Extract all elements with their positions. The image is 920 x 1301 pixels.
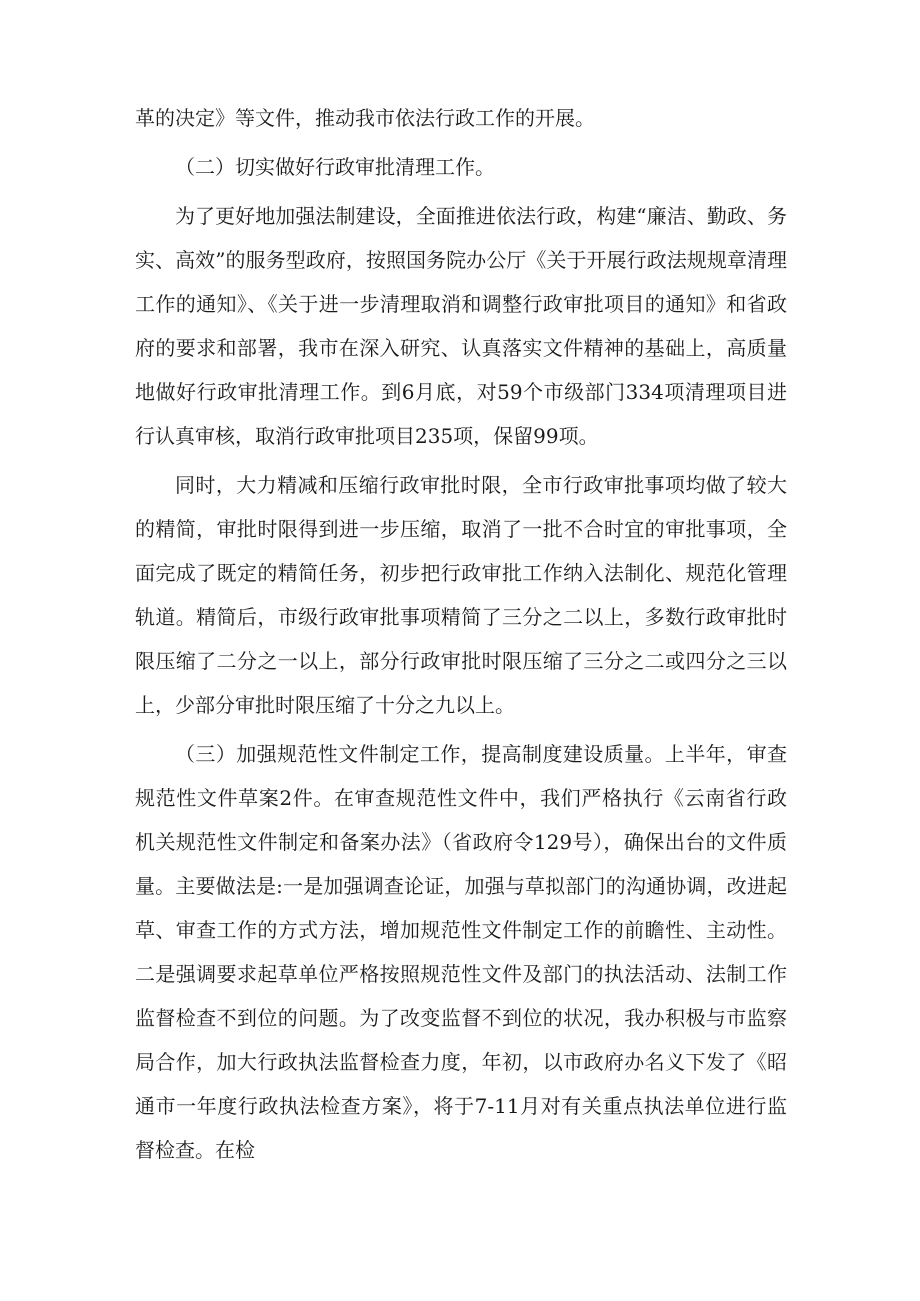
section-heading-2: （二）切实做好行政审批清理工作。: [175, 155, 495, 179]
paragraph-approval-time-limits: 同时，大力精减和压缩行政审批时限，全市行政审批事项均做了较大的精简，审批时限得到进一步压缩，取消了一批不合时宜的审批事项，全面完成了既定的精简任务，初步把行政审批工作纳入法制化、规范化管理轨道。精简后，市级行政审批事项精简了三分之二以上，多数行政审批时限压缩了二分之一以上，部分行政审批时限压缩了三分之二或四分之三以上，少部分审批时限压缩了十分之九以上。: [135, 473, 787, 717]
paragraph-continuation: 革的决定》等文件，推动我市依法行政工作的开展。: [135, 106, 595, 130]
paragraph-normative-documents: （三）加强规范性文件制定工作，提高制度建设质量。上半年，审查规范性文件草案2件。在审查规范性文件中，我们严格执行《云南省行政机关规范性文件制定和备案办法》（省政府令129号），确保出台的文件质量。主要做法是:一是加强调查论证，加强与草拟部门的沟通协调，改进起草、审查工作的方式方法，增加规范性文件制定工作的前瞻性、主动性。二是强调要求起草单位严格按照规范性文件及部门的执法活动、法制工作监督检查不到位的问题。为了改变监督不到位的状况，我办积极与市监察局合作，加大行政执法监督检查力度，年初，以市政府办名义下发了《昭通市一年度行政执法检查方案》，将于7-11月对有关重点执法单位进行监督检查。在检: [135, 742, 787, 1162]
document-body: [135, 96, 787, 1177]
paragraph-approval-cleanup: 为了更好地加强法制建设，全面推进依法行政，构建“廉洁、勤政、务实、高效”的服务型政府，按照国务院办公厅《关于开展行政法规规章清理工作的通知》、《关于进一步清理取消和调整行政审批项目的通知》和省政府的要求和部署，我市在深入研究、认真落实文件精神的基础上，高质量地做好行政审批清理工作。到6月底，对59个市级部门334项清理项目进行认真审核，取消行政审批项目235项，保留99项。: [135, 204, 787, 448]
